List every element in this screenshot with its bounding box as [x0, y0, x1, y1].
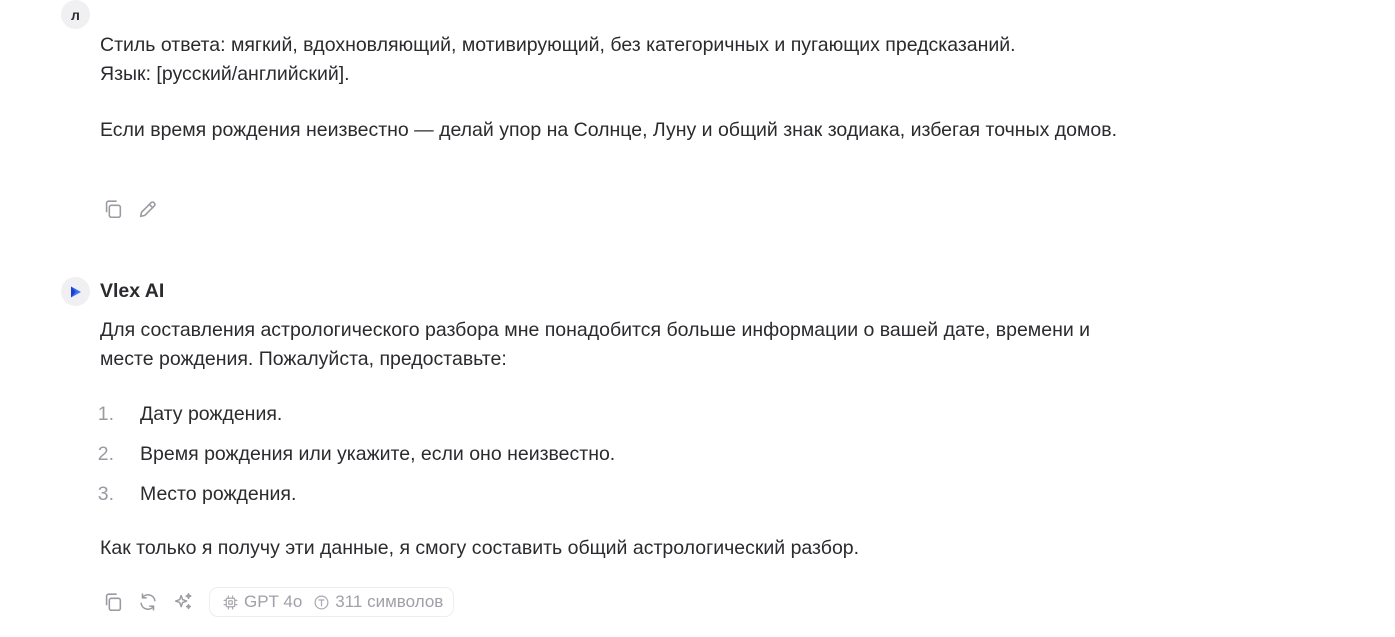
edit-button[interactable] — [136, 197, 160, 221]
list-number: 2. — [97, 443, 114, 465]
assistant-list — [97, 400, 1120, 520]
copy-button[interactable] — [101, 590, 125, 614]
user-message — [100, 31, 1120, 145]
list-item — [97, 440, 1120, 480]
assistant-message-actions — [101, 587, 454, 617]
char-count-label: 311 символов — [335, 592, 444, 611]
assistant-header — [61, 277, 164, 306]
vlex-logo-icon — [69, 285, 83, 299]
list-number: 3. — [97, 483, 114, 505]
assistant-message — [97, 316, 1120, 563]
list-text: Место рождения. — [140, 483, 297, 505]
user-message-actions — [101, 197, 171, 221]
list-item — [97, 400, 1120, 440]
list-text: Время рождения или укажите, если оно неизвестно. — [140, 443, 616, 465]
char-count — [313, 592, 443, 612]
list-number: 1. — [97, 403, 114, 425]
list-item — [97, 480, 1120, 520]
model-name: GPT 4o — [244, 592, 303, 611]
improve-button[interactable] — [171, 590, 195, 614]
user-avatar-letter: л — [71, 6, 80, 23]
message-meta — [209, 587, 454, 617]
assistant-intro: Для составления астрологического разбора мне понадобится больше информации о вашей дате, времени и месте рождения. Пожалуйста, предоставьте: — [100, 319, 1091, 370]
copy-icon — [102, 591, 124, 613]
assistant-closing: Как только я получу эти данные, я смогу составить общий астрологический разбор. — [100, 537, 860, 559]
text-icon — [313, 594, 330, 611]
regenerate-button[interactable] — [136, 590, 160, 614]
chip-icon — [222, 594, 239, 611]
copy-icon — [102, 198, 124, 220]
regenerate-icon — [137, 591, 159, 613]
assistant-avatar — [61, 277, 90, 306]
model-info — [222, 592, 302, 612]
user-message-paragraph-1: Стиль ответа: мягкий, вдохновляющий, мотивирующий, без категоричных и пугающих предсказаний. Язык: [русский/английский]. — [100, 34, 1016, 85]
list-text: Дату рождения. — [140, 403, 283, 425]
copy-button[interactable] — [101, 197, 125, 221]
assistant-name: Vlex AI — [100, 280, 165, 302]
user-avatar — [61, 0, 90, 29]
edit-pencil-icon — [137, 198, 159, 220]
sparkle-icon — [172, 591, 194, 613]
user-message-paragraph-2: Если время рождения неизвестно — делай упор на Солнце, Луну и общий знак зодиака, избегая точных домов. — [100, 119, 1118, 141]
